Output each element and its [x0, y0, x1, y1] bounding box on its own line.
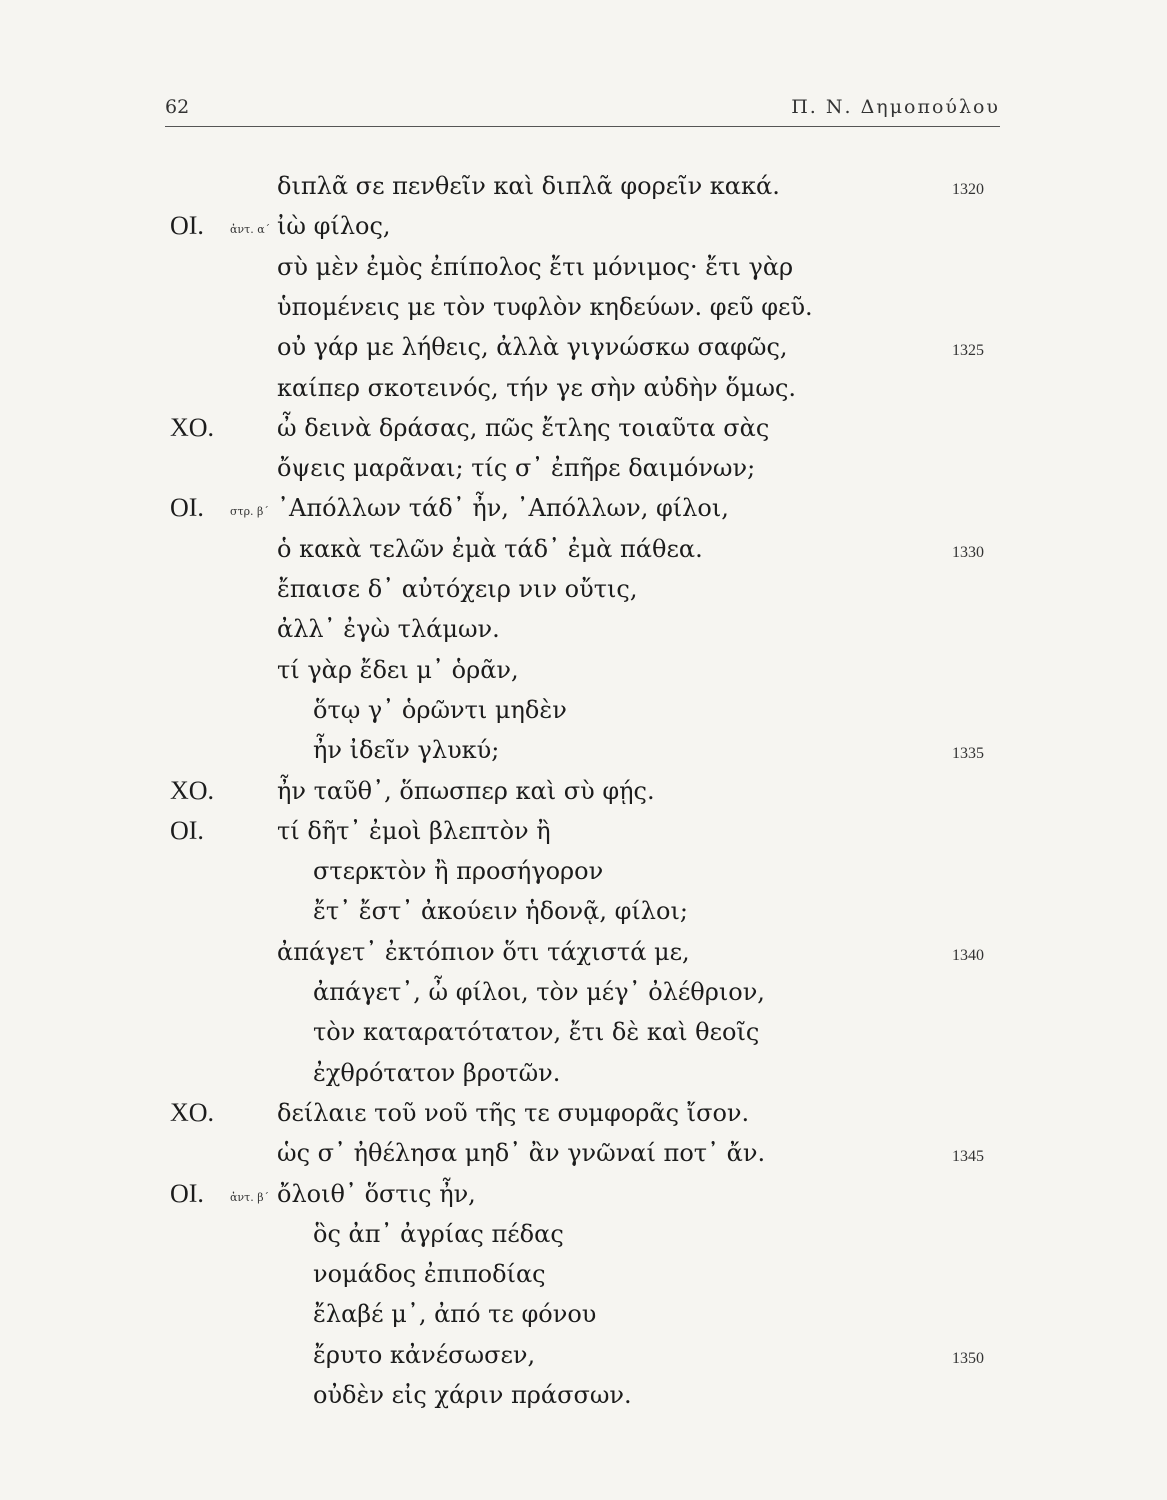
verse-line: [0, 569, 1167, 609]
verse-line: [0, 1012, 1167, 1052]
verse-text: ἐχθρότατον βροτῶν.: [313, 1058, 561, 1087]
verse-text: ὁ κακὰ τελῶν ἐμὰ τάδ᾽ ἐμὰ πάθεα.: [277, 534, 703, 563]
line-number: 1340: [952, 946, 984, 964]
verse-line: [0, 1254, 1167, 1294]
verse-line: [0, 448, 1167, 488]
verse-line: [0, 287, 1167, 327]
verse-line: [0, 1294, 1167, 1334]
verse-line: [0, 1335, 1167, 1375]
verse-text: ἔτ᾽ ἔστ᾽ ἀκούειν ἡδονᾷ, φίλοι;: [313, 897, 688, 926]
verse-line: [0, 529, 1167, 569]
verse-text: ᾽Απόλλων τάδ᾽ ἦν, ᾽Απόλλων, φίλοι,: [277, 494, 729, 523]
verse-line: [0, 408, 1167, 448]
verse-line: [0, 811, 1167, 851]
verse-line: [0, 690, 1167, 730]
verse-line: [0, 1174, 1167, 1214]
verse-line: [0, 851, 1167, 891]
verse-text: ἦν ἰδεῖν γλυκύ;: [313, 736, 500, 765]
verse-line: [0, 1133, 1167, 1173]
verse-text: ἰὼ φίλος,: [277, 212, 391, 241]
verse-text: στερκτὸν ἢ προσήγορον: [313, 857, 604, 886]
speaker-label: ΟΙ.: [170, 211, 204, 241]
verse-line: [0, 1214, 1167, 1254]
line-number: 1320: [952, 181, 984, 198]
verse-line: [0, 730, 1167, 770]
verse-text: δείλαιε τοῦ νοῦ τῆς τε συμφορᾶς ἴσον.: [277, 1098, 750, 1127]
verse-text: καίπερ σκοτεινός, τήν γε σὴν αὐδὴν ὅμως.: [277, 373, 797, 402]
verse-line: [0, 166, 1167, 206]
verse-line: [0, 771, 1167, 811]
speaker-label: ΟΙ.: [170, 1178, 204, 1208]
strophe-mark: ἀντ. β΄: [230, 1190, 270, 1204]
line-number: 1335: [952, 745, 984, 763]
verse-text: ἦν ταῦθ᾽, ὅπωσπερ καὶ σὺ φῄς.: [277, 776, 655, 805]
verse-text: ὃς ἀπ᾽ ἀγρίας πέδας: [313, 1219, 564, 1248]
strophe-mark: στρ. β΄: [230, 505, 269, 519]
speaker-label: ΧΟ.: [170, 1097, 215, 1127]
speaker-label: ΧΟ.: [170, 412, 215, 442]
verse-line: [0, 650, 1167, 690]
verse-text: διπλᾶ σε πενθεῖν καὶ διπλᾶ φορεῖν κακά.: [277, 172, 780, 200]
verse-text: ὡς σ᾽ ἠθέλησα μηδ᾽ ἂν γνῶναί ποτ᾽ ἄν.: [277, 1139, 766, 1168]
line-number: 1325: [952, 342, 984, 360]
running-head: Π. Ν. Δημοπούλου: [791, 96, 1000, 118]
verse-text: ὄψεις μαρᾶναι; τίς σ᾽ ἐπῆρε δαιμόνων;: [277, 454, 756, 483]
verse-text: νομάδος ἐπιποδίας: [313, 1260, 546, 1289]
verse-line: [0, 932, 1167, 972]
speaker-label: ΟΙ.: [170, 815, 204, 845]
verse-line: [0, 247, 1167, 287]
verse-text: ἔπαισε δ᾽ αὐτόχειρ νιν οὔτις,: [277, 575, 638, 603]
verse-text: ἔρυτο κἀνέσωσεν,: [313, 1340, 536, 1369]
line-number: 1345: [952, 1148, 984, 1166]
verse-line: [0, 609, 1167, 649]
verse-text: ἔλαβέ μ᾽, ἀπό τε φόνου: [313, 1300, 597, 1329]
verse-line: [0, 327, 1167, 367]
verse-line: [0, 1053, 1167, 1093]
verse-text: ἀπάγετ᾽, ὦ φίλοι, τὸν μέγ᾽ ὀλέθριον,: [313, 978, 765, 1006]
verse-line: [0, 368, 1167, 408]
verse-text: ὦ δεινὰ δράσας, πῶς ἔτλης τοιαῦτα σὰς: [277, 413, 770, 442]
verse-text: τί δῆτ᾽ ἐμοὶ βλεπτὸν ἢ: [277, 816, 551, 845]
strophe-mark: ἀντ. α΄: [230, 223, 271, 237]
page-number: 62: [165, 96, 190, 118]
verse-text: ἀπάγετ᾽ ἐκτόπιον ὅτι τάχιστά με,: [277, 937, 690, 966]
speaker-label: ΧΟ.: [170, 775, 215, 805]
verse-text: τί γὰρ ἔδει μ᾽ ὁρᾶν,: [277, 655, 519, 684]
verse-line: [0, 206, 1167, 246]
verse-line: [0, 891, 1167, 931]
verse-text: ὅτῳ γ᾽ ὁρῶντι μηδὲν: [313, 695, 567, 724]
verse-text: σὺ μὲν ἐμὸς ἐπίπολος ἔτι μόνιμος· ἔτι γὰρ: [277, 252, 794, 281]
verse-line: [0, 1093, 1167, 1133]
verse-line: [0, 488, 1167, 528]
verse-text: τὸν καταρατότατον, ἔτι δὲ καὶ θεοῖς: [313, 1018, 760, 1047]
verse-text: ἀλλ᾽ ἐγὼ τλάμων.: [277, 615, 500, 644]
line-number: 1330: [952, 543, 984, 561]
verse-text: οὐδὲν εἰς χάριν πράσσων.: [313, 1381, 632, 1409]
verse-line: [0, 972, 1167, 1012]
line-number: 1350: [952, 1349, 984, 1367]
page-header: [165, 96, 1000, 126]
verse-text: οὐ γάρ με λήθεις, ἀλλὰ γιγνώσκω σαφῶς,: [277, 333, 788, 362]
verse-text: ὑπομένεις με τὸν τυφλὸν κηδεύων. φεῦ φεῦ.: [277, 292, 813, 321]
verse-line: [0, 1375, 1167, 1415]
header-rule: [165, 126, 1000, 127]
verse-text: ὄλοιθ᾽ ὅστις ἦν,: [277, 1179, 476, 1208]
speaker-label: ΟΙ.: [170, 493, 204, 523]
